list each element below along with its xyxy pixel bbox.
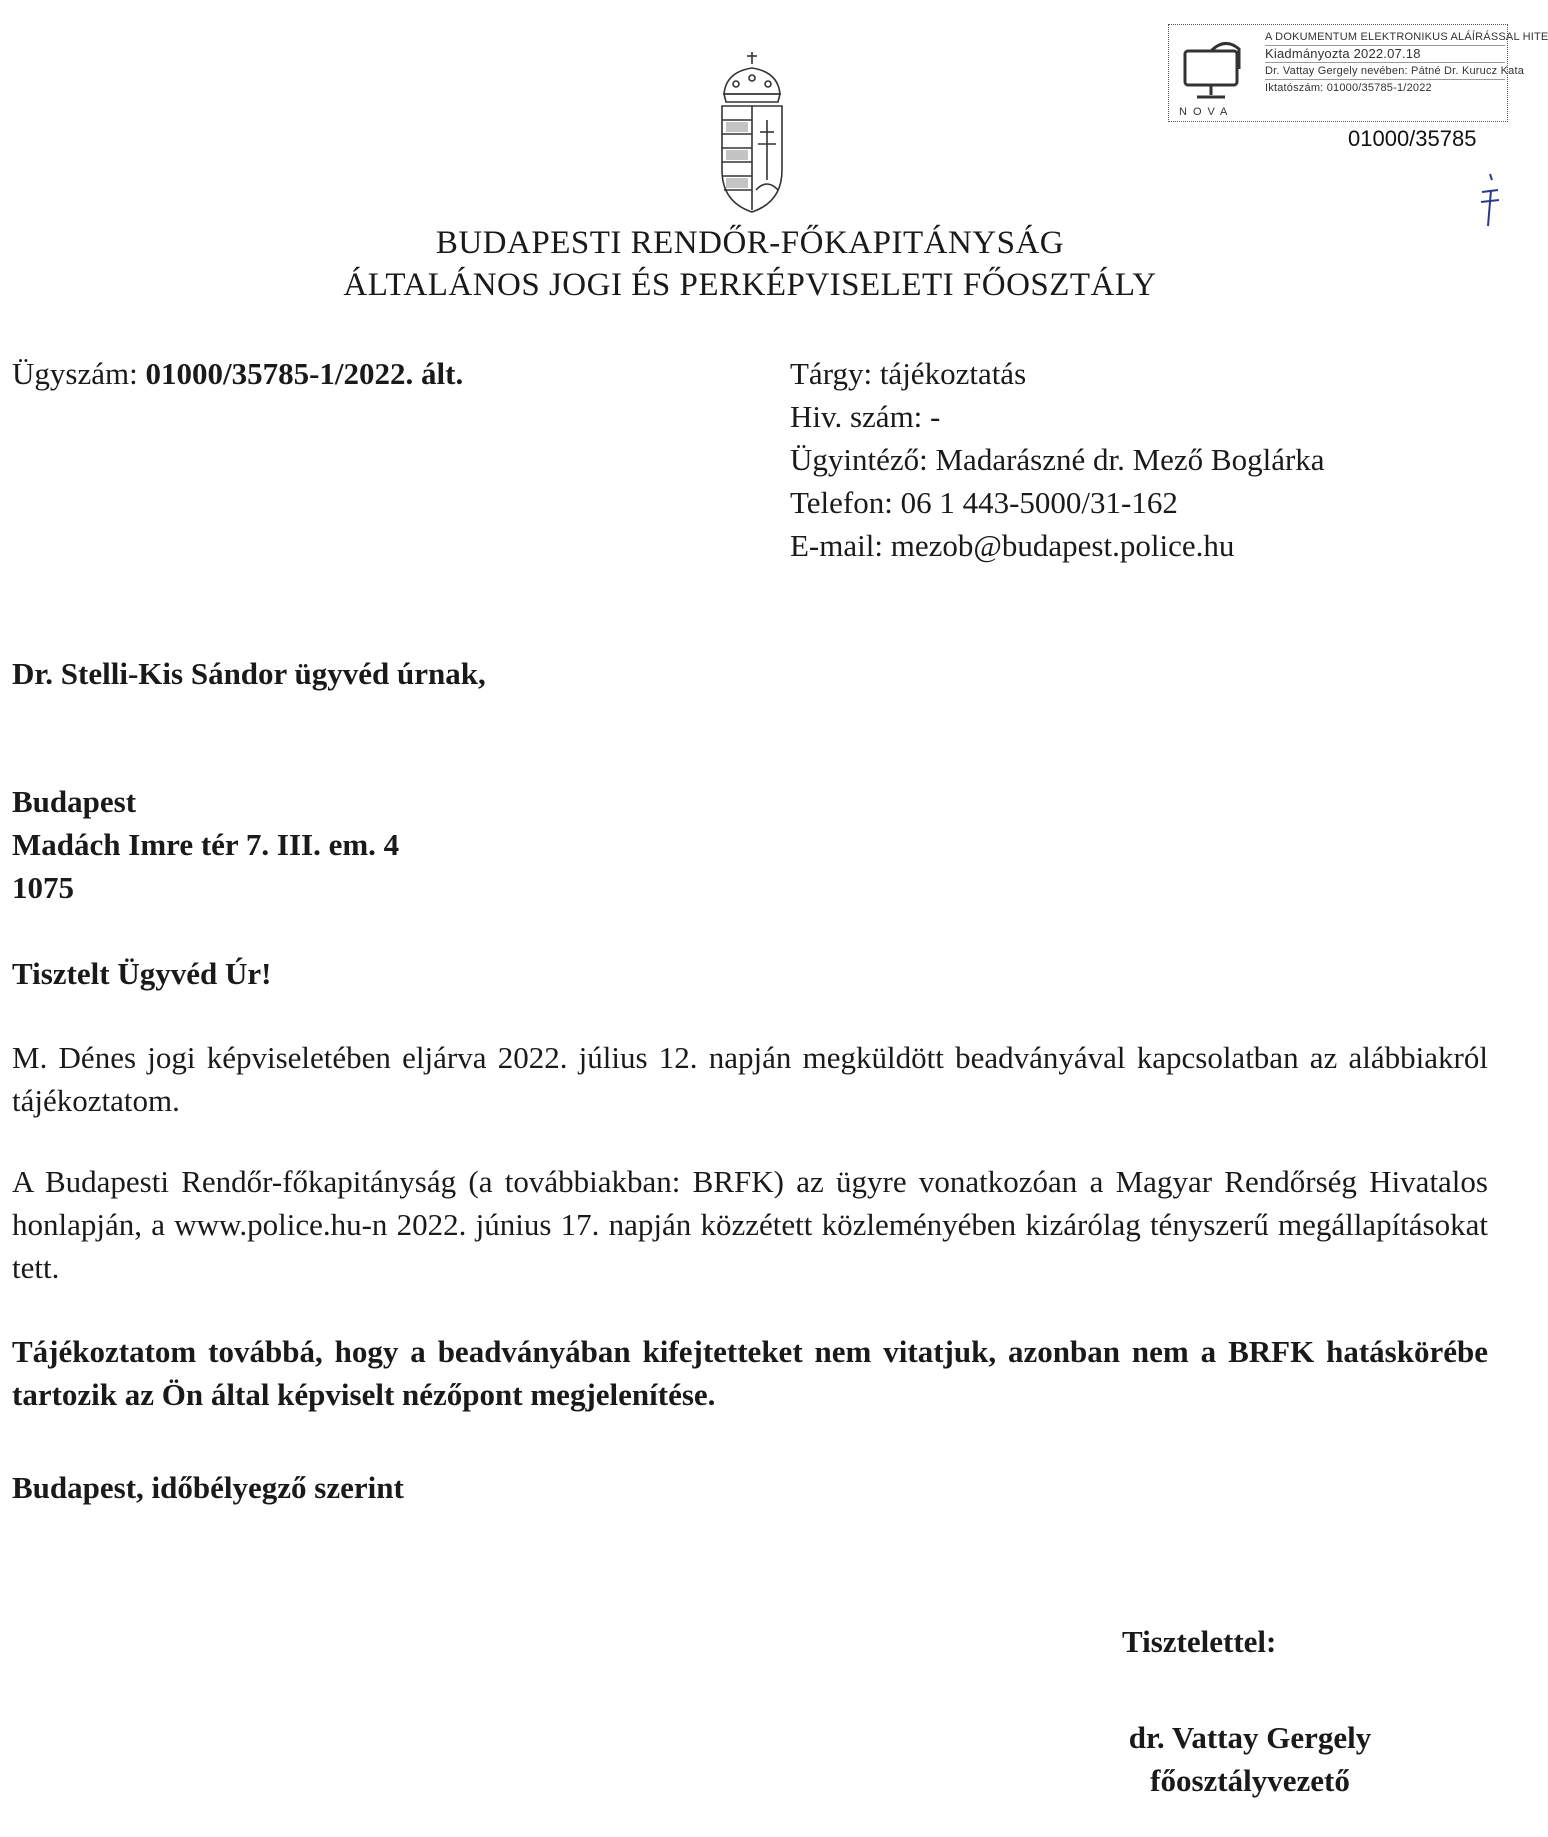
case-number-label: Ügyszám: — [12, 356, 146, 391]
address-street: Madách Imre tér 7. III. em. 4 — [12, 827, 400, 862]
stamp-line-3: Dr. Vattay Gergely nevében: Pátné Dr. Kurucz Kata — [1265, 63, 1505, 80]
letter-meta — [790, 352, 1325, 567]
address-postcode: 1075 — [12, 870, 74, 905]
address-city: Budapest — [12, 784, 137, 819]
coat-of-arms-icon — [712, 50, 792, 215]
institution-name: BUDAPESTI RENDŐR-FŐKAPITÁNYSÁG — [435, 225, 1065, 261]
stamp-line-1: A DOKUMENTUM ELEKTRONIKUS ALÁÍRÁSSAL HITE — [1265, 29, 1505, 46]
reference-number-line: Hiv. szám: - — [790, 399, 941, 434]
email-line: E-mail: mezob@budapest.police.hu — [790, 528, 1235, 563]
department-name: ÁLTALÁNOS JOGI ÉS PERKÉPVISELETI FŐOSZTÁLY — [343, 267, 1157, 303]
address-block — [12, 780, 399, 909]
signature-block — [1080, 1716, 1420, 1802]
closing: Tisztelettel: — [1122, 1624, 1277, 1659]
stamp-logo-text: NOVA — [1179, 106, 1234, 118]
signer-title: főosztályvezető — [1150, 1763, 1350, 1798]
institution-heading — [0, 222, 1500, 306]
stamp-line-4: Iktatószám: 01000/35785-1/2022 — [1265, 82, 1432, 94]
place-date: Budapest, időbélyegző szerint — [12, 1470, 404, 1505]
body-paragraph-1: M. Dénes jogi képviseletében eljárva 2022. július 12. napján megküldött beadványával kapcsolatban az alábbiakról tájékoztatom. — [12, 1040, 1488, 1118]
stamp-reference-number: 01000/35785 — [1348, 126, 1477, 151]
body-paragraph-3: Tájékoztatom továbbá, hogy a beadványában kifejtetteket nem vitatjuk, azonban nem a BRFK hatáskörébe tartozik az Ön által képviselt nézőpont megjelenítése. — [12, 1334, 1488, 1412]
administrator-line: Ügyintéző: Madarászné dr. Mező Boglárka — [790, 442, 1325, 477]
nova-monitor-icon — [1177, 39, 1257, 117]
case-number — [12, 352, 463, 395]
signer-name: dr. Vattay Gergely — [1128, 1720, 1372, 1755]
e-signature-stamp — [1168, 24, 1548, 122]
case-number-value: 01000/35785-1/2022. ált. — [145, 356, 464, 391]
stamp-line-2: Kiadmányozta 2022.07.18 — [1265, 46, 1505, 63]
subject-line: Tárgy: tájékoztatás — [790, 356, 1027, 391]
handwritten-mark-icon — [1478, 170, 1500, 230]
addressee: Dr. Stelli-Kis Sándor ügyvéd úrnak, — [12, 656, 486, 691]
salutation: Tisztelt Ügyvéd Úr! — [12, 956, 272, 991]
phone-line: Telefon: 06 1 443-5000/31-162 — [790, 485, 1178, 520]
body-paragraph-2: A Budapesti Rendőr-főkapitányság (a továbbiakban: BRFK) az ügyre vonatkozóan a Magyar Rendőrség Hivatalos honlapján, a www.police.hu-n 2022. június 17. napján közzétett közleményében kizárólag tényszerű megállapításokat tett. — [12, 1164, 1488, 1285]
